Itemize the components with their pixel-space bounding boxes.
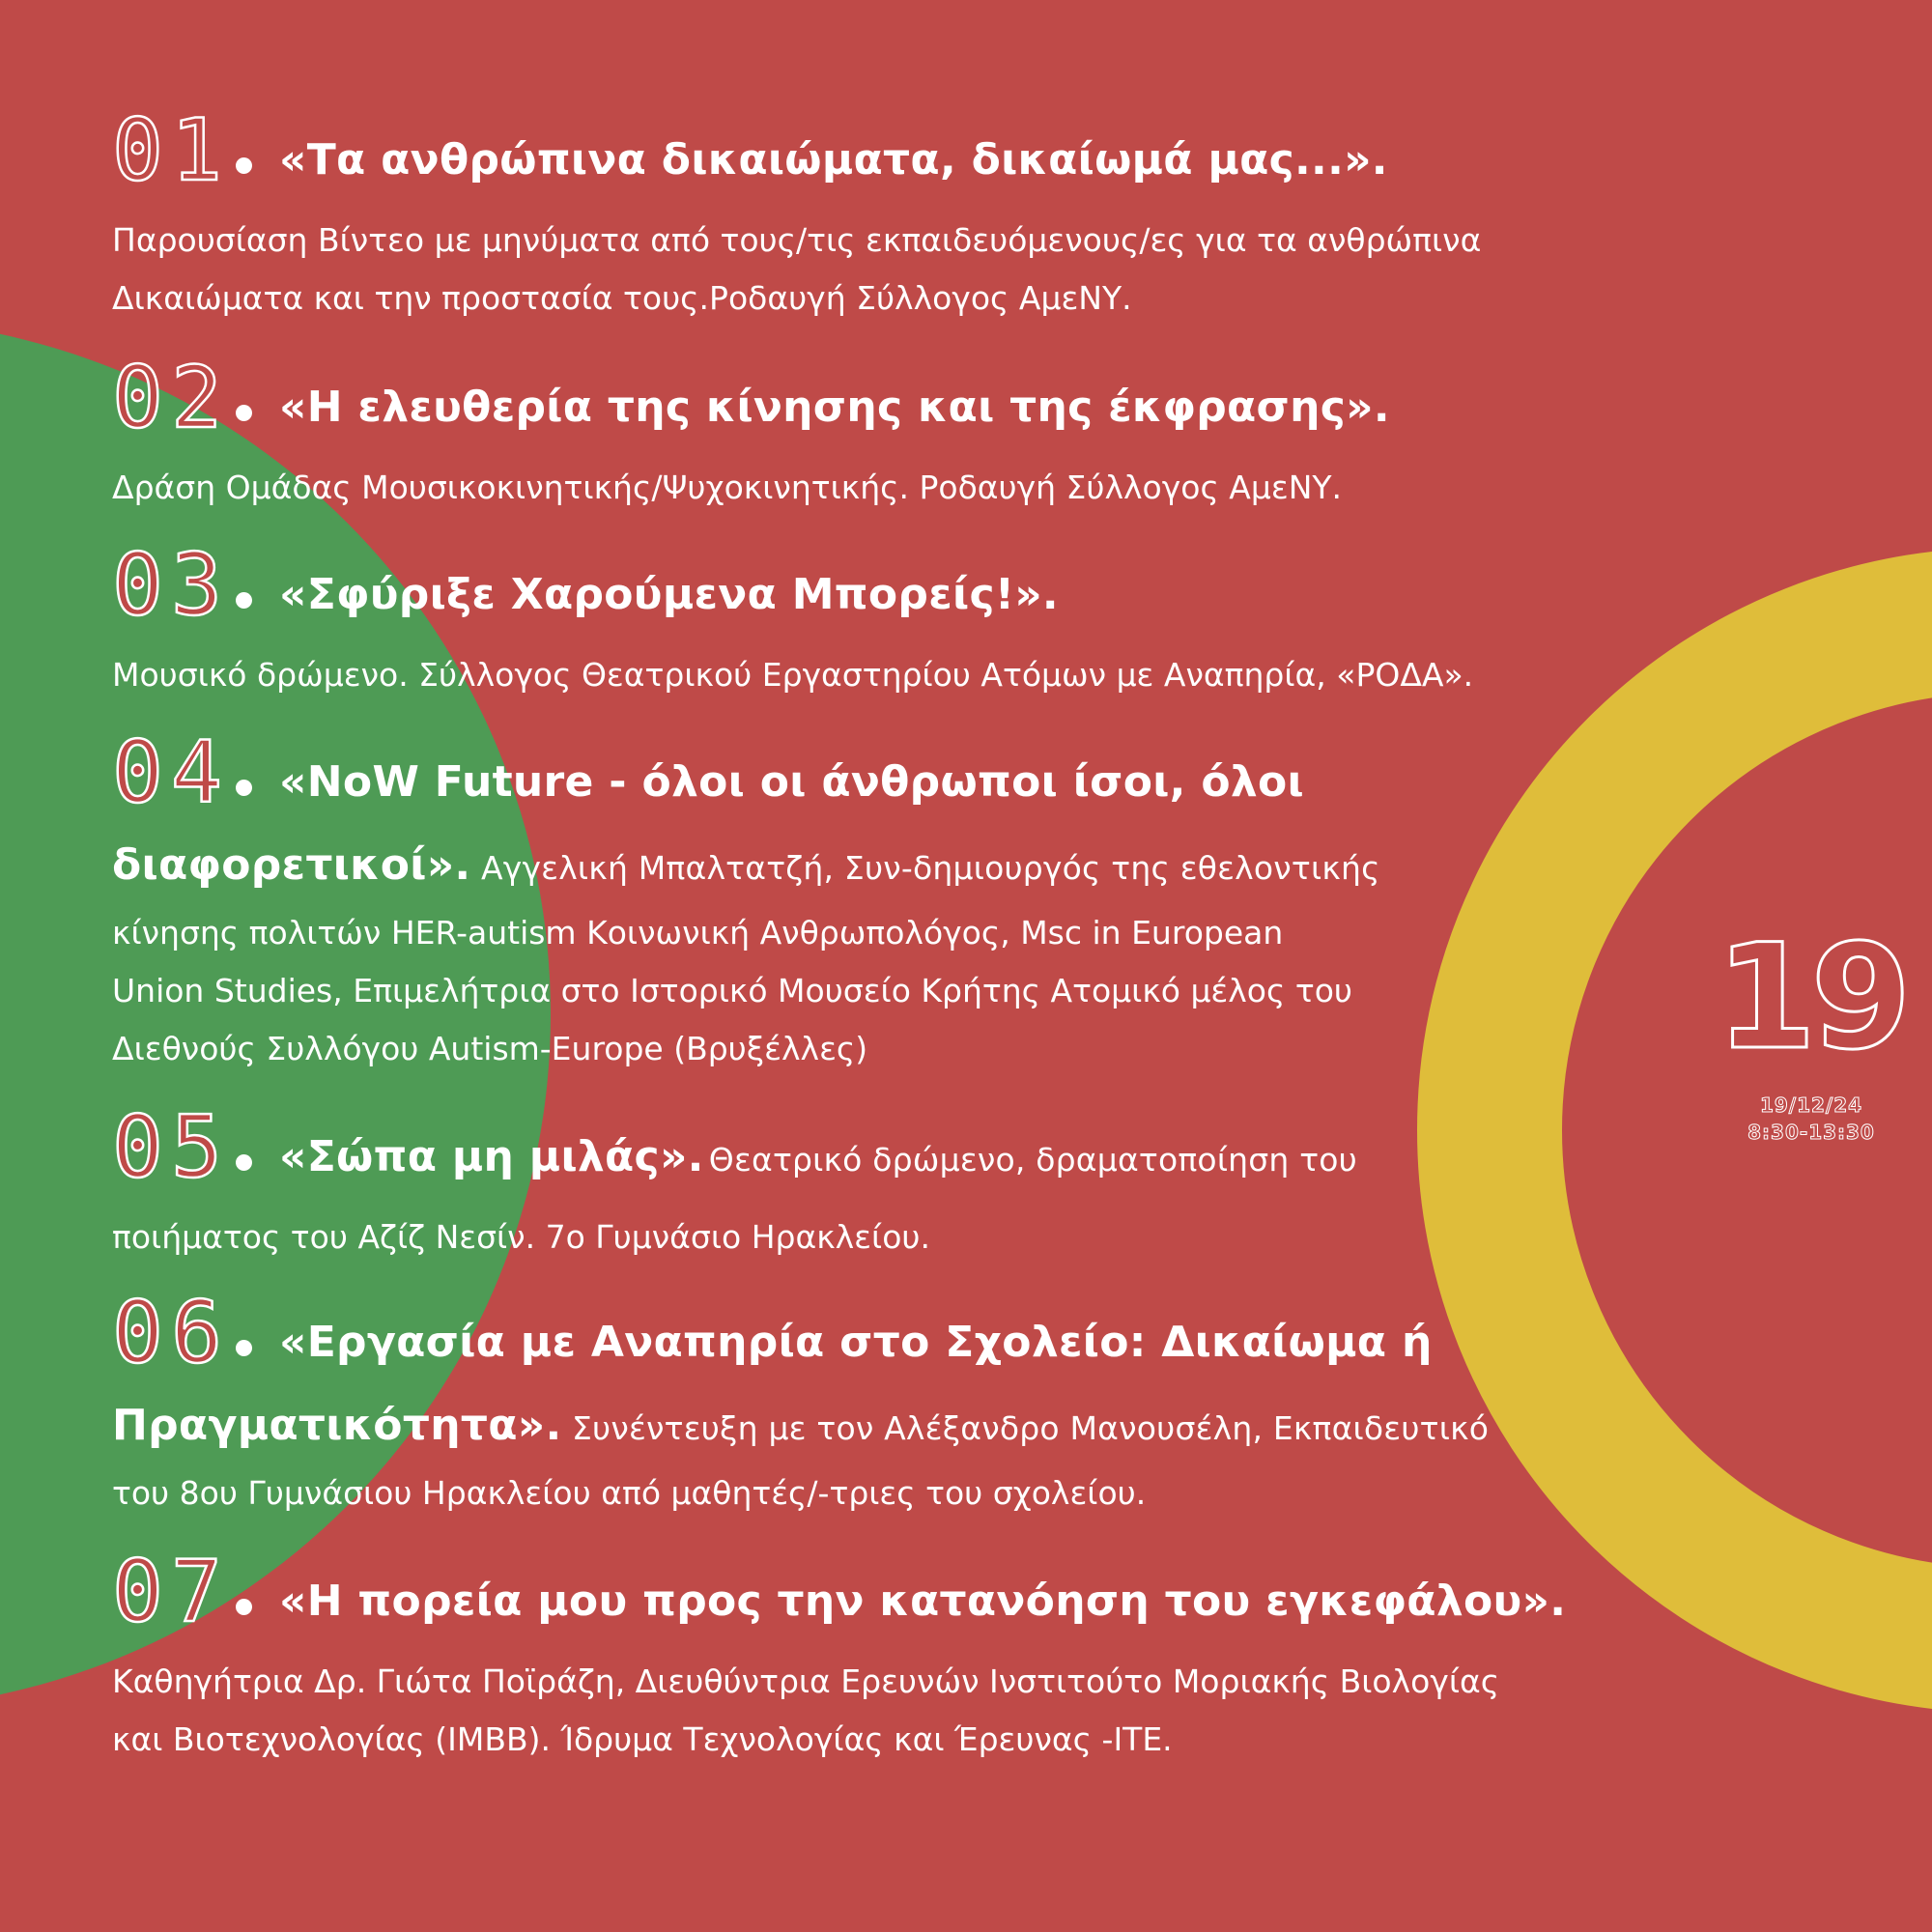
item-title: «Τα ανθρώπινα δικαιώματα, δικαίωμά μας...». <box>278 135 1388 185</box>
item-title: «Σώπα μη μιλάς». <box>278 1132 704 1181</box>
bullet-dot <box>236 405 252 421</box>
item-title: «Η ελευθερία της κίνησης και της έκφρασης». <box>278 383 1390 432</box>
item-title-continued: Πραγματικότητα». <box>112 1401 562 1450</box>
event-time: 8:30-13:30 <box>1747 1121 1875 1144</box>
program-item-04 <box>112 723 1648 1078</box>
event-day-number: 19 <box>1716 914 1906 1082</box>
item-number: 03 <box>112 535 230 635</box>
item-description-inline: Θεατρικό δρώμενο, δραματοποίηση του <box>708 1141 1357 1179</box>
program-item-06 <box>112 1283 1648 1522</box>
item-description-line: Δικαιώματα και την προστασία τους.Ροδαυγή Σύλλογος ΑμεΝΥ. <box>112 279 1132 317</box>
item-number: 07 <box>112 1542 230 1641</box>
item-number: 02 <box>112 348 230 447</box>
bullet-dot <box>236 157 252 174</box>
item-description-line: Μουσικό δρώμενο. Σύλλογος Θεατρικού Εργαστηρίου Ατόμων με Αναπηρία, «ΡΟΔΑ». <box>112 656 1474 694</box>
bullet-dot <box>236 1599 252 1615</box>
item-title: «Σφύριξε Χαρούμενα Μπορείς!». <box>278 570 1059 619</box>
program-item-02 <box>112 348 1648 517</box>
program-item-05 <box>112 1097 1648 1266</box>
item-description-inline: Συνέντευξη με τον Αλέξανδρο Μανουσέλη, Εκπαιδευτικό <box>572 1409 1490 1447</box>
bullet-dot <box>236 592 252 609</box>
bullet-dot <box>236 1154 252 1171</box>
item-description-line: Καθηγήτρια Δρ. Γιώτα Ποϊράζη, Διευθύντρια Ερευνών Ινστιτούτο Μοριακής Βιολογίας <box>112 1662 1500 1700</box>
item-number: 01 <box>112 100 230 200</box>
item-number: 06 <box>112 1283 230 1382</box>
item-number: 04 <box>112 723 230 822</box>
item-description-line: Διεθνούς Συλλόγου Autism-Europe (Βρυξέλλες) <box>112 1030 868 1067</box>
item-description-line: Union Studies, Επιμελήτρια στο Ιστορικό Μουσείο Κρήτης Ατομικό μέλος του <box>112 972 1353 1009</box>
program-item-07 <box>112 1542 1648 1769</box>
item-title-continued: διαφορετικοί». <box>112 840 471 890</box>
item-description-inline: Αγγελική Μπαλτατζή, Συν-δημιουργός της εθελοντικής <box>480 849 1380 887</box>
item-title: «Η πορεία μου προς την κατανόηση του εγκεφάλου». <box>278 1577 1567 1626</box>
program-item-01 <box>112 100 1648 327</box>
event-date: 19/12/24 <box>1759 1094 1863 1117</box>
item-description-line: Παρουσίαση Βίντεο με μηνύματα από τους/τις εκπαιδευόμενους/ες για τα ανθρώπινα <box>112 221 1482 259</box>
bullet-dot <box>236 1340 252 1356</box>
item-description-line: του 8ου Γυμνάσιου Ηρακλείου από μαθητές/-τριες του σχολείου. <box>112 1474 1147 1512</box>
item-description-line: και Βιοτεχνολογίας (IMBB). Ίδρυμα Τεχνολογίας και Έρευνας -ΙΤΕ. <box>112 1720 1173 1758</box>
bullet-dot <box>236 780 252 796</box>
item-description-line: κίνησης πολιτών HER-autism Κοινωνική Ανθρωπολόγος, Msc in European <box>112 914 1284 952</box>
item-description-line: Δράση Ομάδας Μουσικοκινητικής/Ψυχοκινητικής. Ροδαυγή Σύλλογος ΑμεΝΥ. <box>112 469 1343 506</box>
program-item-03 <box>112 535 1648 704</box>
item-title: «NoW Future - όλοι οι άνθρωποι ίσοι, όλοι <box>278 757 1304 807</box>
item-description-line: ποιήματος του Αζίζ Νεσίν. 7ο Γυμνάσιο Ηρακλείου. <box>112 1218 930 1256</box>
item-number: 05 <box>112 1097 230 1197</box>
item-title: «Εργασία με Αναπηρία στο Σχολείο: Δικαίωμα ή <box>278 1318 1433 1367</box>
